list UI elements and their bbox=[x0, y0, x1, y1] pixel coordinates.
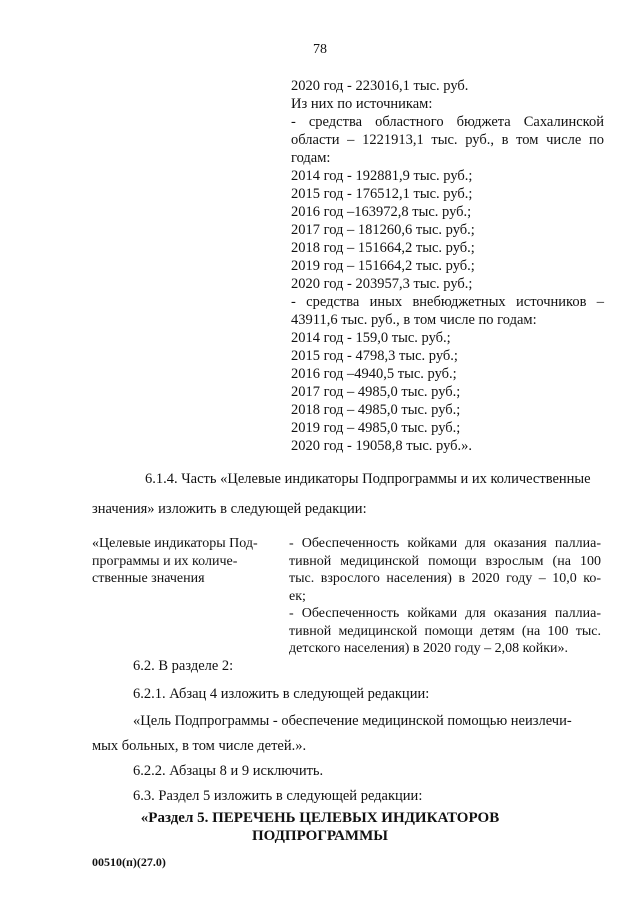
document-code: 00510(п)(27.0) bbox=[92, 855, 166, 869]
section-title-line-1: «Раздел 5. ПЕРЕЧЕНЬ ЦЕЛЕВЫХ ИНДИКАТОРОВ bbox=[140, 810, 500, 826]
definition-term bbox=[92, 535, 282, 588]
finance-line: 2020 год - 19058,8 тыс. руб.». bbox=[291, 438, 473, 454]
finance-line: - средства иных внебюджетных источников – bbox=[291, 294, 604, 310]
definition-value-line: - Обеспеченность койками для оказания паллиа- bbox=[289, 536, 601, 551]
finance-line: 2014 год - 192881,9 тыс. руб.; bbox=[291, 168, 473, 184]
finance-line: 2014 год - 159,0 тыс. руб.; bbox=[291, 330, 451, 346]
finance-line: 2017 год – 181260,6 тыс. руб.; bbox=[291, 222, 475, 238]
section-title-line-2: ПОДПРОГРАММЫ bbox=[252, 828, 388, 844]
quote-line-2: мых больных, в том числе детей.». bbox=[92, 738, 307, 754]
finance-line: 2020 год - 223016,1 тыс. руб. bbox=[291, 78, 469, 94]
finance-line: 2020 год - 203957,3 тыс. руб.; bbox=[291, 276, 473, 292]
finance-line: 2016 год –4940,5 тыс. руб.; bbox=[291, 366, 457, 382]
definition-value-line: - Обеспеченность койками для оказания паллиа- bbox=[289, 606, 601, 621]
finance-line: 43911,6 тыс. руб., в том числе по годам: bbox=[291, 312, 537, 328]
paragraph-6-1-4-line-2: значения» изложить в следующей редакции: bbox=[92, 501, 367, 517]
definition-value-line: тивной медицинской помощи взрослым (на 100 bbox=[289, 553, 601, 569]
finance-line: 2019 год – 4985,0 тыс. руб.; bbox=[291, 420, 461, 436]
quote-line-1: «Цель Подпрограммы - обеспечение медицинской помощью неизлечи- bbox=[133, 713, 572, 729]
finance-line: годам: bbox=[291, 150, 331, 166]
page-number: 78 bbox=[313, 42, 327, 57]
definition-value-line: тивной медицинской помощи детям (на 100 тыс. bbox=[289, 623, 601, 639]
finance-line: 2018 год – 4985,0 тыс. руб.; bbox=[291, 402, 461, 418]
finance-line: 2019 год – 151664,2 тыс. руб.; bbox=[291, 258, 475, 274]
finance-line: 2015 год - 4798,3 тыс. руб.; bbox=[291, 348, 458, 364]
paragraph-6-2-1: 6.2.1. Абзац 4 изложить в следующей редакции: bbox=[133, 686, 430, 702]
finance-line: - средства областного бюджета Сахалинской bbox=[291, 114, 604, 130]
finance-line: Из них по источникам: bbox=[291, 96, 433, 112]
finance-line: 2016 год –163972,8 тыс. руб.; bbox=[291, 204, 472, 220]
definition-term-line: программы и их количе- bbox=[92, 553, 238, 569]
definition-value bbox=[289, 535, 601, 658]
finance-line: области – 1221913,1 тыс. руб., в том числе по bbox=[291, 132, 604, 148]
finance-line: 2018 год – 151664,2 тыс. руб.; bbox=[291, 240, 475, 256]
definition-term-line: «Целевые индикаторы Под- bbox=[92, 536, 258, 551]
definition-term-line: ственные значения bbox=[92, 571, 205, 586]
finance-line: 2015 год - 176512,1 тыс. руб.; bbox=[291, 186, 473, 202]
paragraph-6-3: 6.3. Раздел 5 изложить в следующей редакции: bbox=[133, 788, 423, 804]
finance-line: 2017 год – 4985,0 тыс. руб.; bbox=[291, 384, 461, 400]
definition-value-line: тыс. взрослого населения) в 2020 году – 10,0 ко- bbox=[289, 571, 601, 586]
paragraph-6-1-4-line-1: 6.1.4. Часть «Целевые индикаторы Подпрограммы и их количественные bbox=[145, 471, 591, 487]
paragraph-6-2: 6.2. В разделе 2: bbox=[133, 658, 234, 674]
definition-value-line: детского населения) в 2020 году – 2,08 койки». bbox=[289, 641, 569, 656]
definition-value-line: ек; bbox=[289, 588, 306, 604]
paragraph-6-2-2: 6.2.2. Абзацы 8 и 9 исключить. bbox=[133, 763, 324, 779]
finance-amounts-block bbox=[291, 77, 604, 455]
section-title bbox=[0, 809, 640, 845]
